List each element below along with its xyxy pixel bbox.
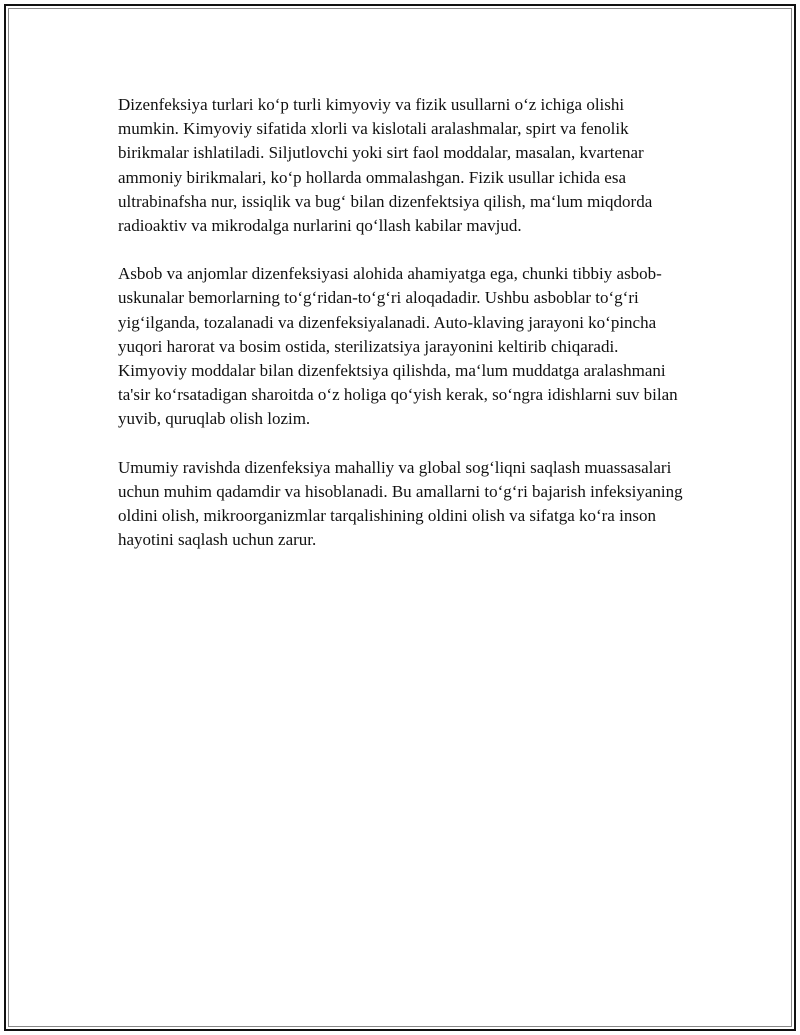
document-body (118, 93, 684, 576)
paragraph-disinfection-types: Dizenfeksiya turlari ko‘p turli kimyoviy va fizik usullarni o‘z ichiga olishi mumkin. Kimyoviy sifatida xlorli va kislotali aralashmalar, spirt va fenolik birikmalar ishlatiladi. Siljutlovchi yoki sirt faol moddalar, masalan, kvartenar ammoniy birikmalari, ko‘p hollarda ommalashgan. Fizik usullar ichida esa ultrabinafsha nur, issiqlik va bug‘ bilan dizenfektsiya qilish, ma‘lum miqdorda radioaktiv va mikrodalga nurlarini qo‘llash kabilar mavjud. (118, 95, 653, 236)
paragraph-conclusion: Umumiy ravishda dizenfeksiya mahalliy va global sog‘liqni saqlash muassasalari uchun muhim qadamdir va hisoblanadi. Bu amallarni to‘g‘ri bajarish infeksiyaning oldini olish, mikroorganizmlar tarqalishining oldini olish va sifatga ko‘ra inson hayotini saqlash uchun zarur. (118, 457, 683, 550)
paragraph-instrument-disinfection: Asbob va anjomlar dizenfeksiyasi alohida ahamiyatga ega, chunki tibbiy asbob-uskunalar bemorlarning to‘g‘ridan-to‘g‘ri aloqadadir. Ushbu asboblar to‘g‘ri yig‘ilganda, tozalanadi va dizenfeksiyalanadi. Auto-klaving jarayoni ko‘pincha yuqori harorat va bosim ostida, sterilizatsiya jarayonini keltirib chiqaradi. Kimyoviy moddalar bilan dizenfektsiya qilishda, ma‘lum muddatga aralashmani ta'sir ko‘rsatadigan sharoitda o‘z holiga qo‘yish kerak, so‘ngra idishlarni suv bilan yuvib, quruqlab olish lozim. (118, 264, 678, 429)
